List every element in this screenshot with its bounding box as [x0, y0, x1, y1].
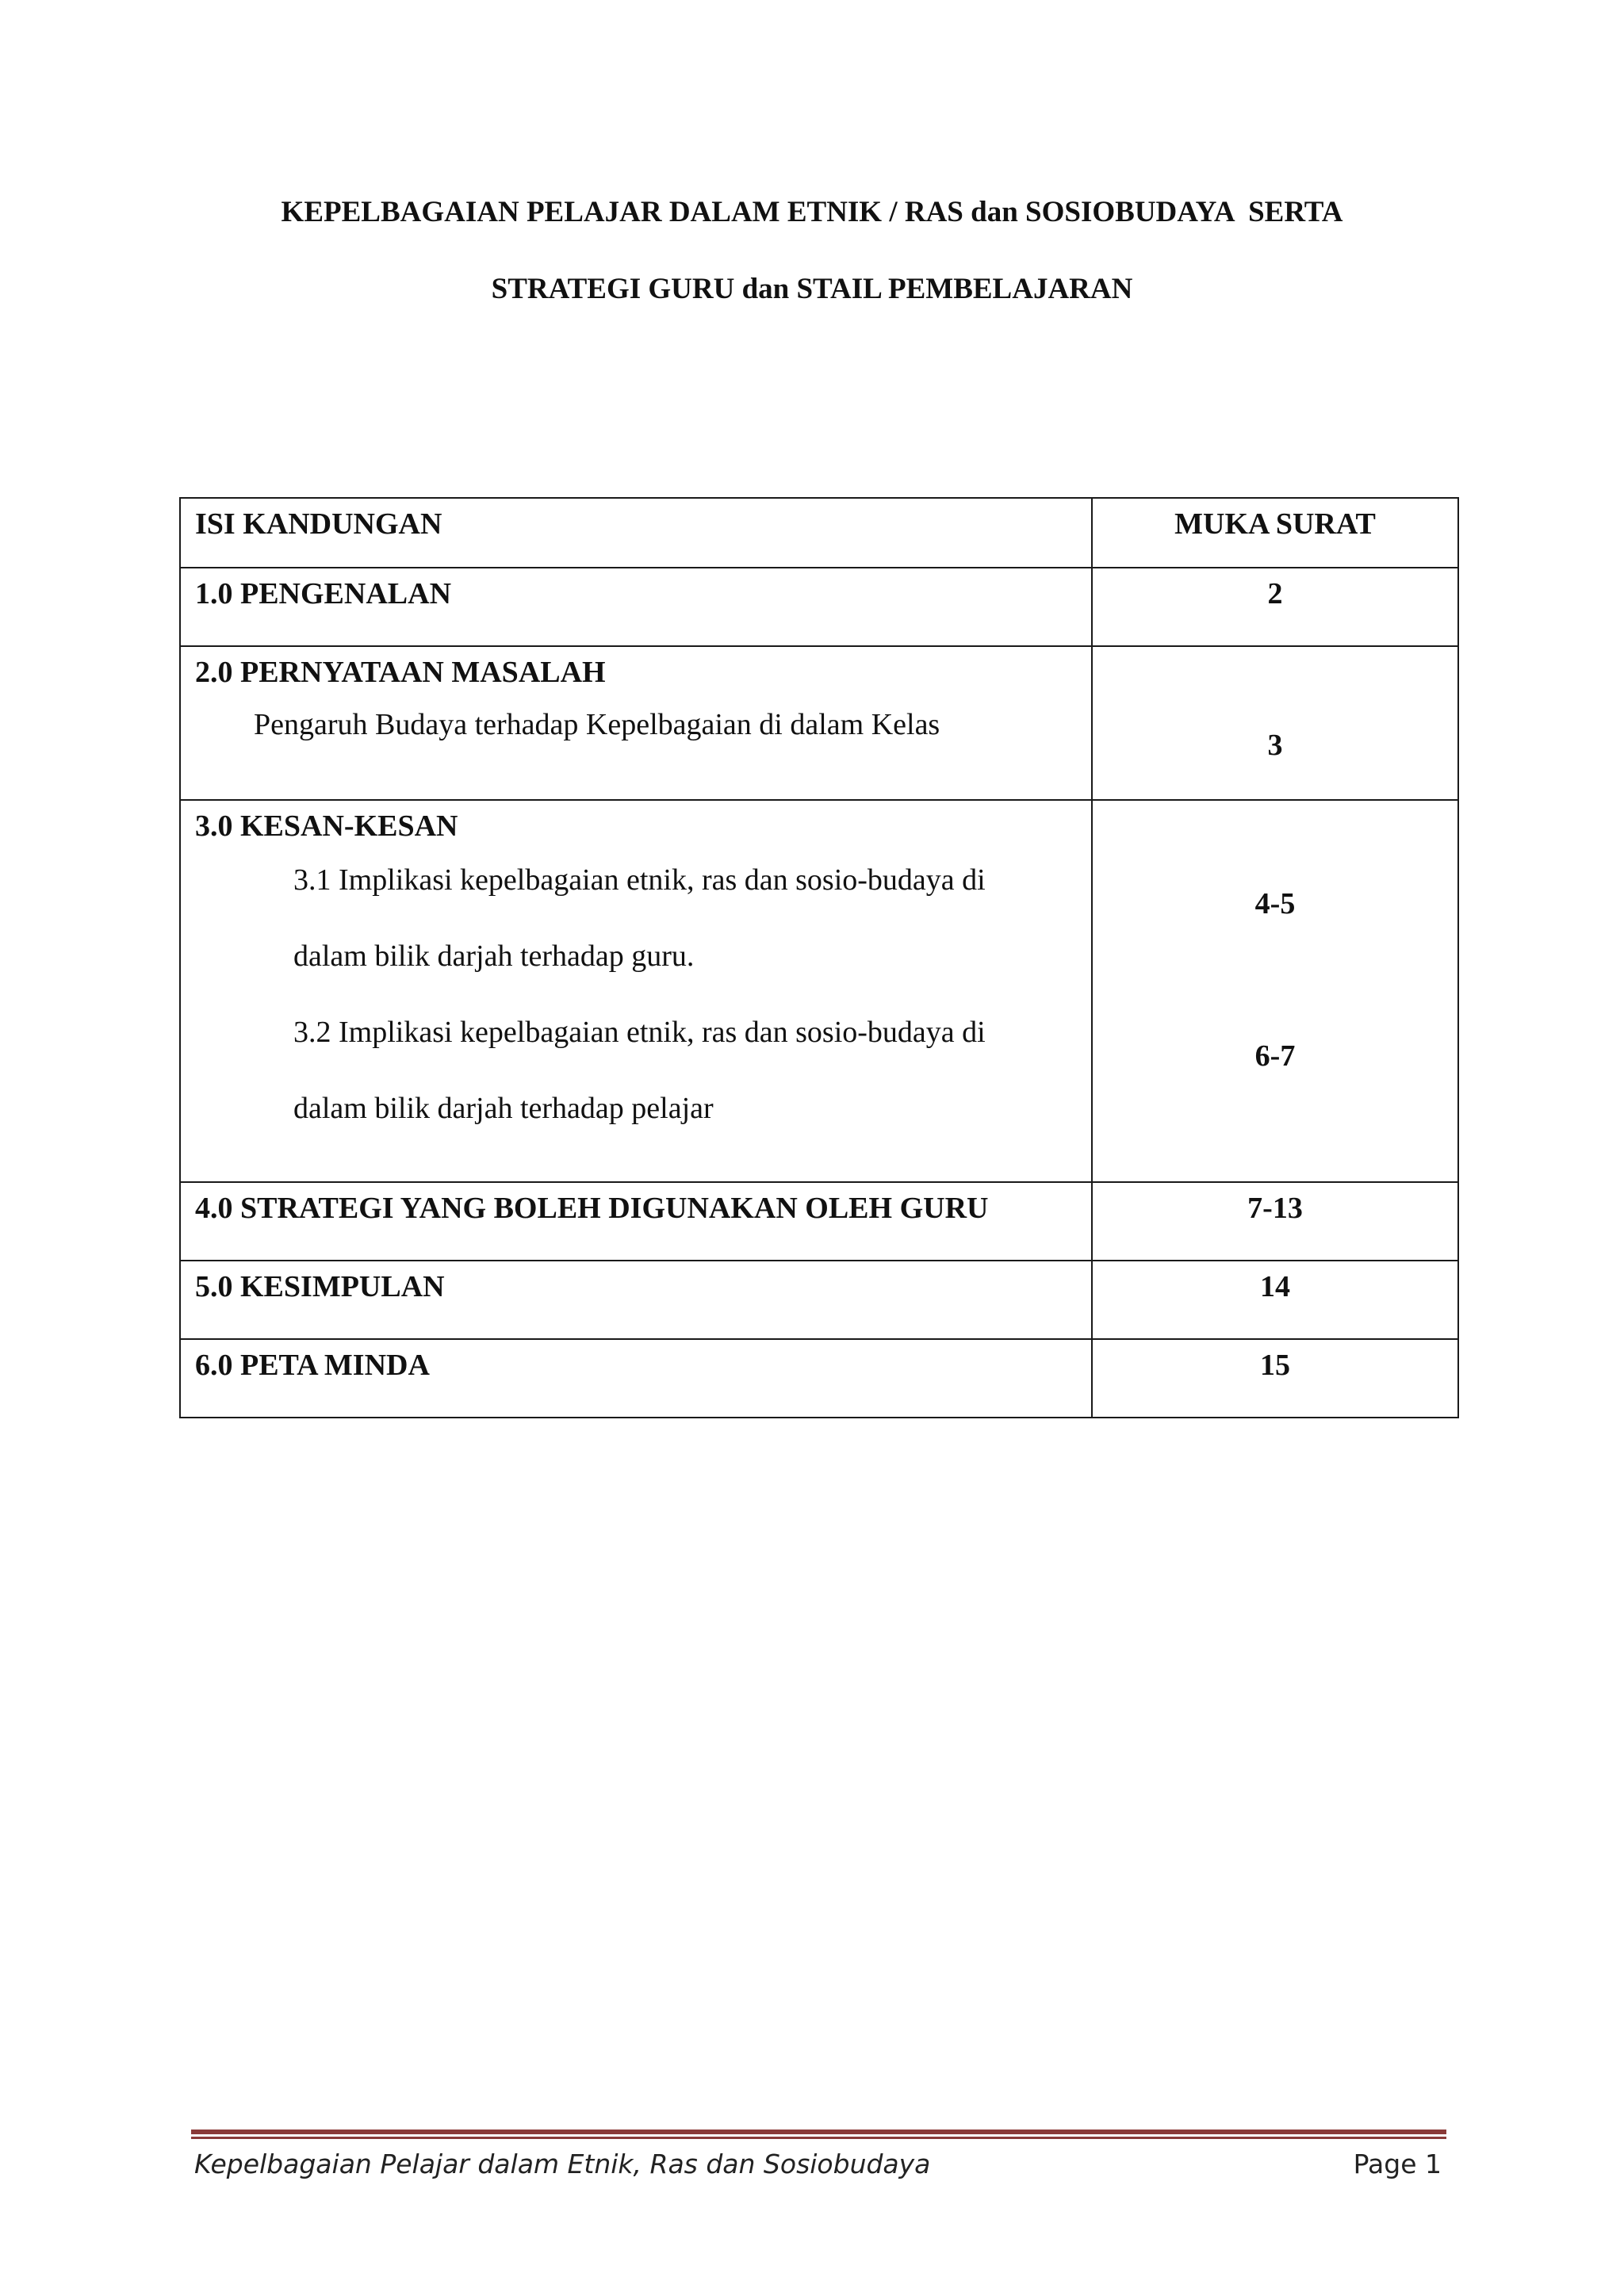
toc-sub-entry-3-1-line-2: dalam bilik darjah terhadap guru.: [293, 939, 695, 973]
toc-entry-page: 3: [1267, 729, 1283, 762]
toc-row: [180, 646, 1458, 800]
table-of-contents: [179, 497, 1459, 1418]
toc-entry-label: 3.0 KESAN-KESAN: [195, 809, 458, 843]
toc-header-row: [180, 498, 1458, 568]
toc-entry-page: 15: [1260, 1349, 1290, 1382]
toc-sub-entry: Pengaruh Budaya terhadap Kepelbagaian di dalam Kelas: [254, 708, 940, 741]
toc-entry-label: 1.0 PENGENALAN: [195, 577, 452, 610]
toc-row: [180, 568, 1458, 646]
toc-entry-label: 6.0 PETA MINDA: [195, 1349, 430, 1382]
toc-entry-page: 4-5: [1254, 887, 1296, 920]
toc-entry-page: 14: [1260, 1270, 1290, 1303]
toc-row: [180, 1261, 1458, 1339]
document-title-line-1: KEPELBAGAIAN PELAJAR DALAM ETNIK / RAS dan SOSIOBUDAYA SERTA: [281, 196, 1343, 228]
toc-entry-label: 5.0 KESIMPULAN: [195, 1270, 445, 1303]
toc-entry-page: 7-13: [1247, 1192, 1303, 1225]
toc-row: [180, 800, 1458, 1182]
toc-row: [180, 1339, 1458, 1418]
toc-row: [180, 1182, 1458, 1261]
toc-entry-page: 6-7: [1254, 1039, 1296, 1073]
toc-sub-entry-3-2-line-2: dalam bilik darjah terhadap pelajar: [293, 1092, 714, 1125]
document-title-line-2: STRATEGI GURU dan STAIL PEMBELAJARAN: [491, 273, 1133, 305]
toc-sub-entry-3-2-line-1: 3.2 Implikasi kepelbagaian etnik, ras dan sosio-budaya di: [293, 1016, 986, 1049]
footer-rule: [191, 2130, 1446, 2134]
toc-sub-entry-3-1-line-1: 3.1 Implikasi kepelbagaian etnik, ras dan sosio-budaya di: [293, 863, 986, 897]
toc-entry-page: 2: [1267, 577, 1283, 610]
toc-entry-label: 2.0 PERNYATAAN MASALAH: [195, 656, 606, 689]
toc-header-contents: ISI KANDUNGAN: [195, 507, 442, 541]
page-number: Page 1: [1353, 2149, 1442, 2179]
footer-document-title: Kepelbagaian Pelajar dalam Etnik, Ras dan Sosiobudaya: [194, 2149, 931, 2179]
footer-rule-thin: [191, 2137, 1446, 2139]
toc-entry-label: 4.0 STRATEGI YANG BOLEH DIGUNAKAN OLEH GURU: [195, 1192, 989, 1225]
toc-header-page: MUKA SURAT: [1174, 507, 1376, 541]
